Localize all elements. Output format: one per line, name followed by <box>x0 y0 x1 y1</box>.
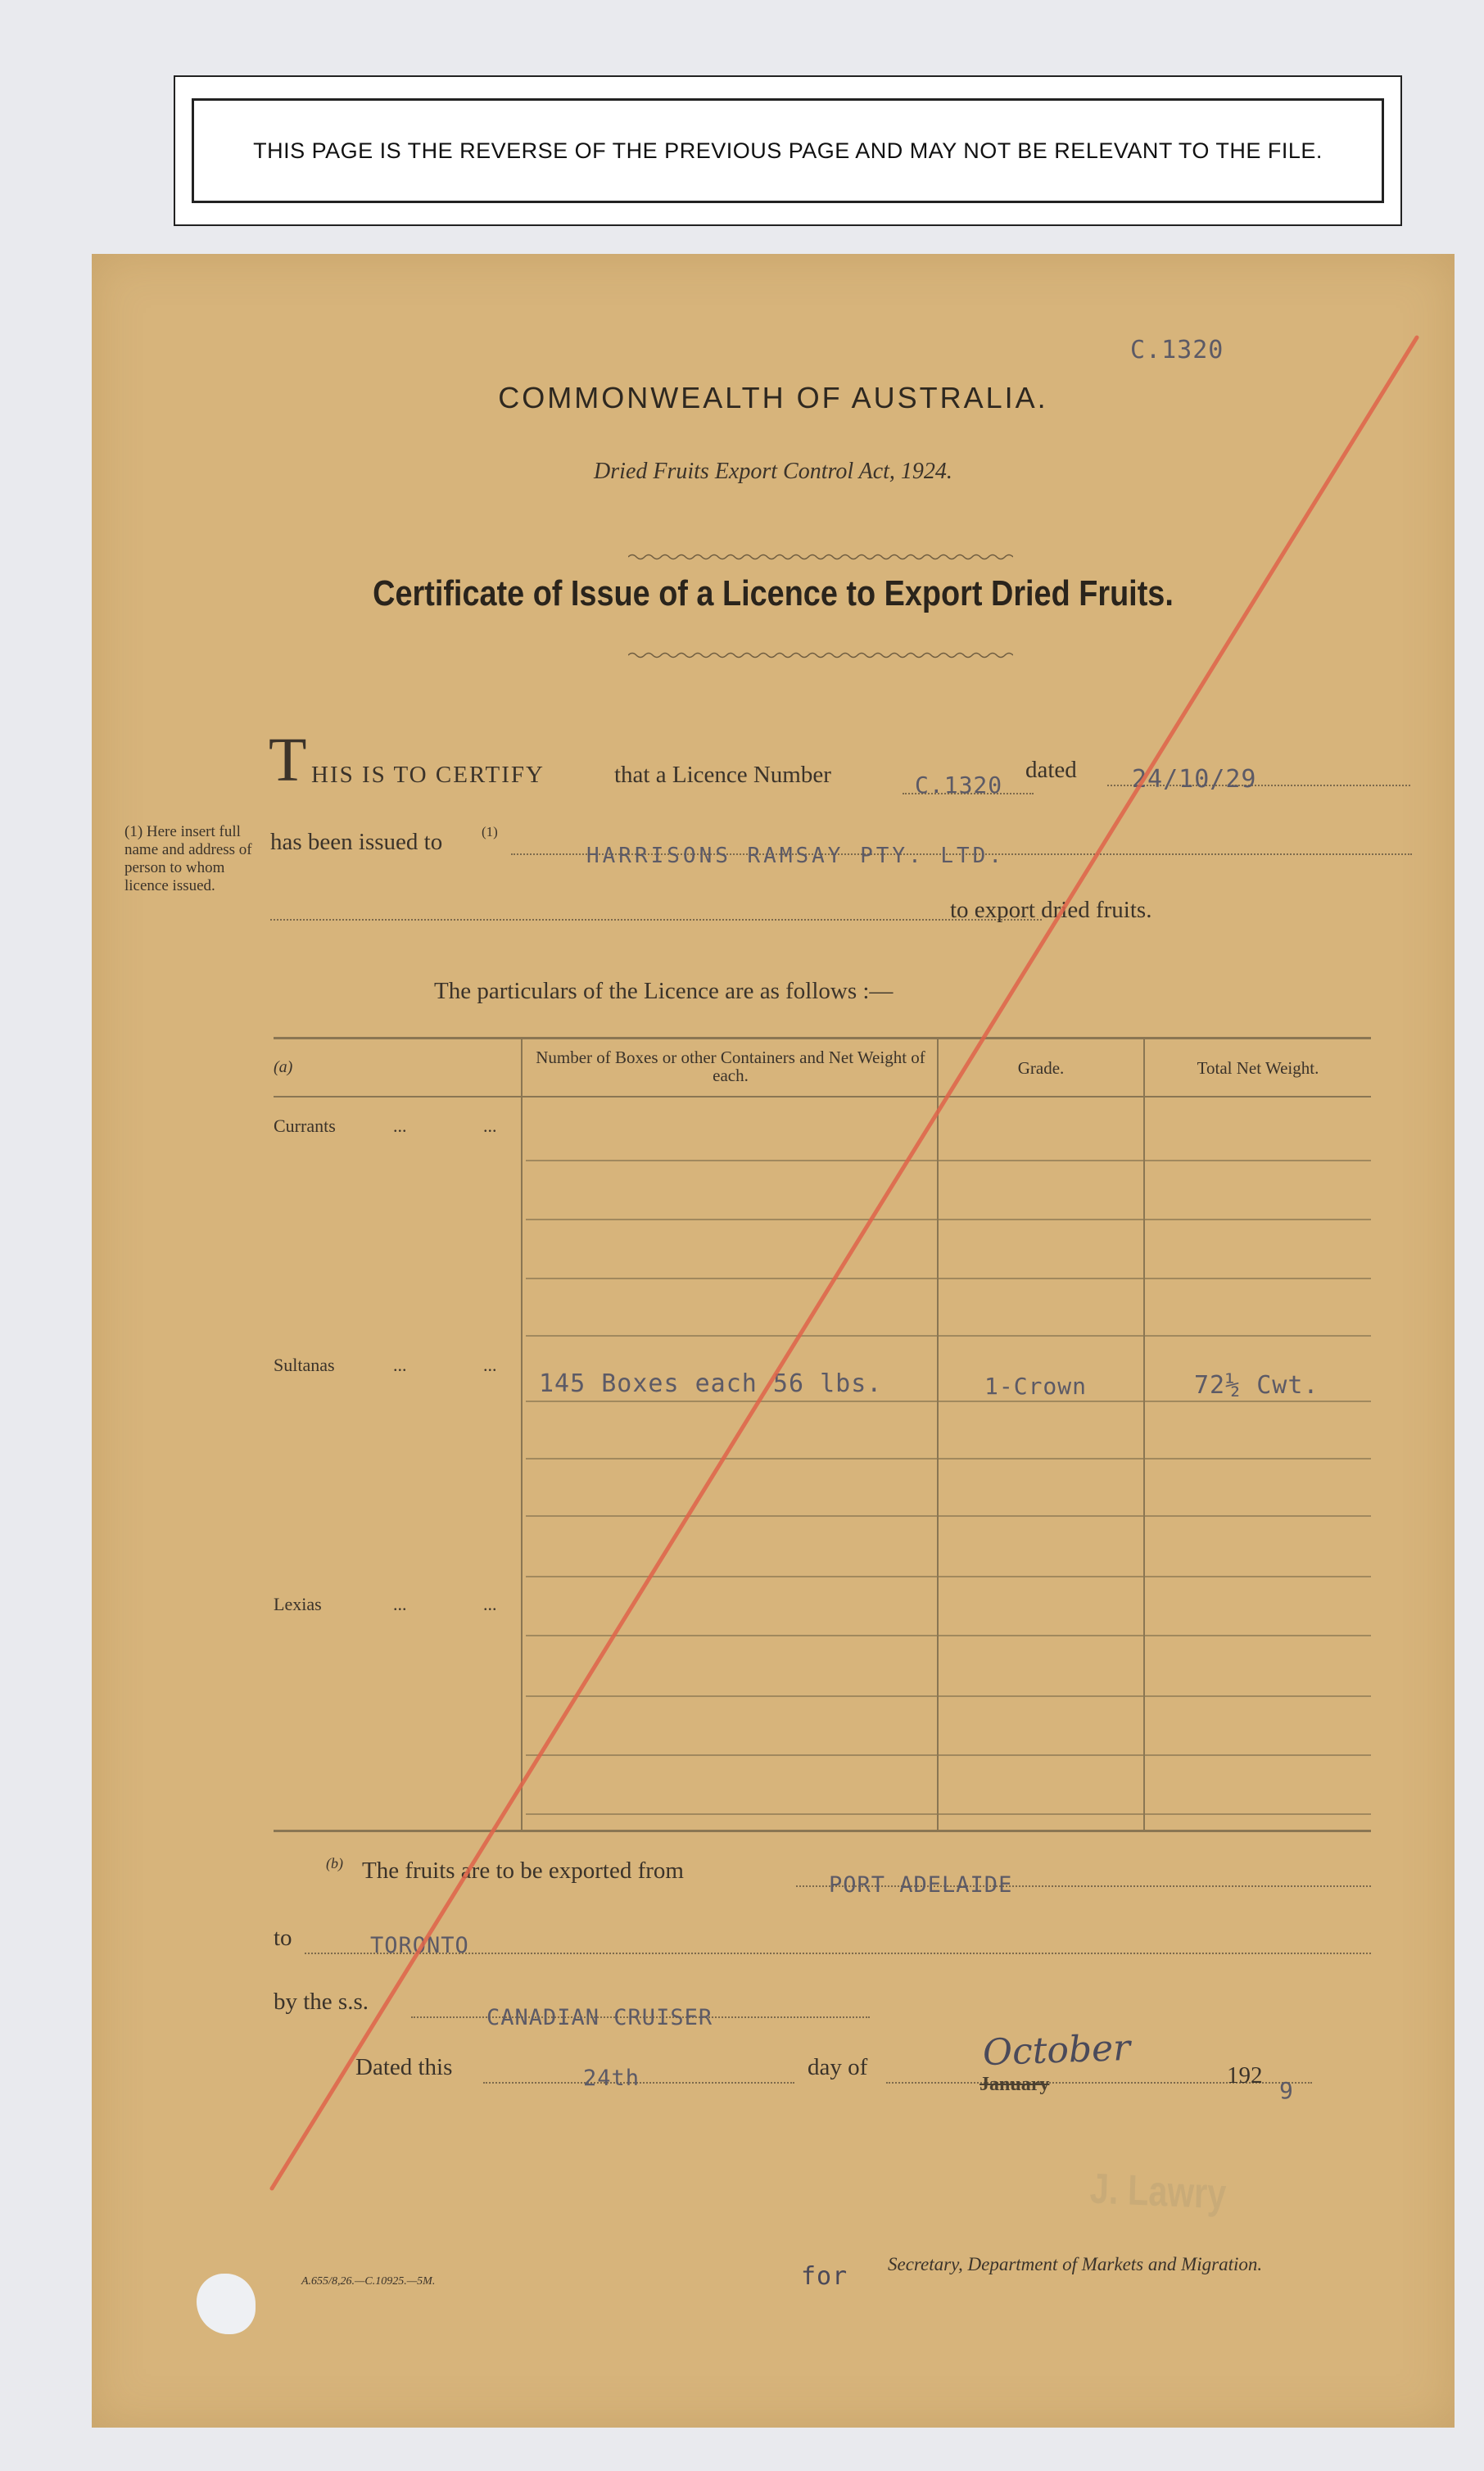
dated-value: 24/10/29 <box>1132 765 1257 794</box>
col-header-grade: Grade. <box>1017 1058 1065 1078</box>
dated-label: dated <box>1025 757 1077 783</box>
print-code: A.655/8,26.—C.10925.—5M. <box>301 2275 436 2288</box>
secretary-title: Secretary, Department of Markets and Migration. <box>888 2254 1263 2274</box>
for-label: for <box>801 2262 848 2291</box>
red-cancel-line <box>92 254 1455 2428</box>
export-text: to export dried fruits. <box>950 897 1152 923</box>
form-heading: COMMONWEALTH OF AUSTRALIA. <box>498 381 1048 414</box>
sultanas-boxes-value: 145 Boxes each 56 lbs. <box>539 1369 883 1398</box>
row-label-sultanas: Sultanas <box>274 1355 335 1375</box>
certify-caps: HIS IS TO CERTIFY <box>311 762 545 788</box>
month-struck: January <box>980 2074 1050 2095</box>
drop-cap: T <box>269 726 307 794</box>
row-ellipsis: ... <box>483 1116 497 1136</box>
year-prefix: 192 <box>1227 2062 1263 2089</box>
exported-from-value: PORT ADELAIDE <box>829 1872 1013 1898</box>
signature-stamp: J. Lawry <box>1089 2165 1228 2219</box>
row-label-currants: Currants <box>274 1116 336 1136</box>
reverse-page-notice <box>174 75 1402 226</box>
exported-from-label: The fruits are to be exported from <box>362 1858 684 1884</box>
section-a-marker: (a) <box>274 1058 293 1076</box>
sultanas-grade-value: 1-Crown <box>984 1373 1088 1400</box>
note-marker: (1) <box>482 824 498 840</box>
notice-text: THIS PAGE IS THE REVERSE OF THE PREVIOUS PAGE AND MAY NOT BE RELEVANT TO THE FILE. <box>192 98 1384 203</box>
ss-label: by the s.s. <box>274 1989 369 2015</box>
sultanas-weight-value: 72½ Cwt. <box>1194 1371 1319 1400</box>
row-ellipsis: ... <box>483 1594 497 1614</box>
col-header-boxes: Number of Boxes or other Containers and Net Weight of each. <box>536 1048 925 1085</box>
section-b-marker: (b) <box>326 1855 343 1871</box>
month-handwritten: October <box>982 2026 1131 2075</box>
row-ellipsis: ... <box>393 1355 407 1375</box>
row-label-lexias: Lexias <box>274 1594 322 1614</box>
particulars-text: The particulars of the Licence are as follows :— <box>434 978 894 1004</box>
certificate-title: Certificate of Issue of a Licence to Export Dried Fruits. <box>373 573 1174 613</box>
issued-to-value: HARRISONS RAMSAY PTY. LTD. <box>586 844 1005 868</box>
row-ellipsis: ... <box>393 1116 407 1136</box>
day-of-label: day of <box>808 2054 868 2080</box>
col-header-weight: Total Net Weight. <box>1197 1058 1319 1078</box>
reference-number: C.1320 <box>1130 336 1224 364</box>
issued-label: has been issued to <box>270 829 443 855</box>
to-value: TORONTO <box>370 1933 469 1958</box>
to-label: to <box>274 1925 292 1951</box>
certify-text: that a Licence Number <box>614 762 831 788</box>
day-value: 24th <box>583 2066 640 2091</box>
row-ellipsis: ... <box>393 1594 407 1614</box>
act-title: Dried Fruits Export Control Act, 1924. <box>594 459 952 484</box>
margin-note: (1) Here insert full name and address of person to whom licence issued. <box>124 823 252 894</box>
row-ellipsis: ... <box>483 1355 497 1375</box>
year-suffix: 9 <box>1279 2077 1294 2104</box>
licence-number-value: C.1320 <box>915 772 1003 799</box>
ss-value: CANADIAN CRUISER <box>486 2005 713 2030</box>
certificate-page <box>92 254 1455 2428</box>
dated-this-label: Dated this <box>355 2054 453 2080</box>
